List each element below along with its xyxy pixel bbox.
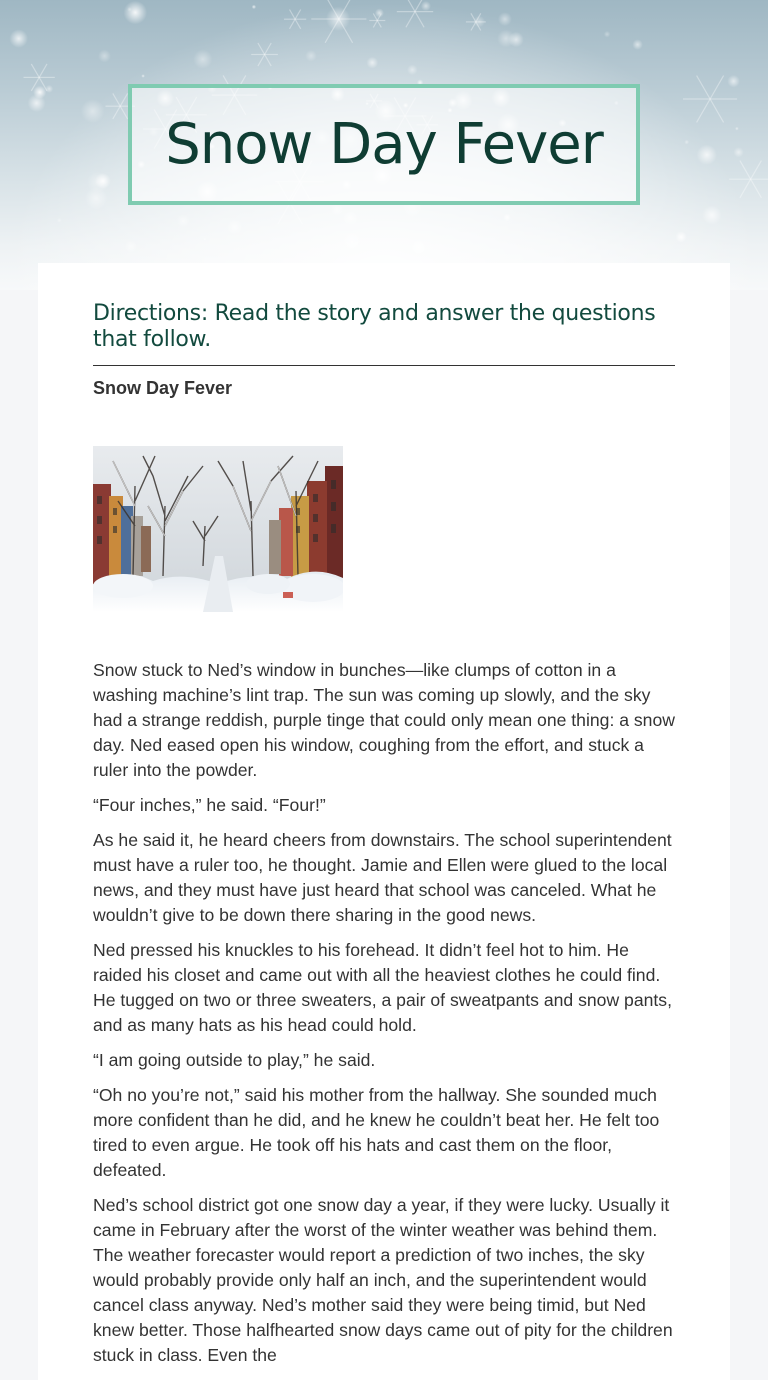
directions-heading: Directions: Read the story and answer the questions that follow.	[93, 301, 656, 352]
snow-header-background	[0, 0, 768, 290]
story-paragraph: “I am going outside to play,” he said.	[93, 1050, 376, 1070]
story-paragraph: Snow stuck to Ned’s window in bunches—like clumps of cotton in a washing machine’s lint trap. The sun was coming up slowly, and the sky had a strange reddish, purple tinge that could only mean one thing: a snow day. Ned eased open his window, coughing from the effort, and stuck a ruler into the powder.	[93, 660, 675, 780]
page-title: Snow Day Fever	[165, 112, 603, 177]
story-paragraph: “Oh no you’re not,” said his mother from the hallway. She sounded much more confident than he did, and he knew he couldn’t beat her. He felt too tired to even argue. He took off his hats and cast them on the floor, defeated.	[93, 1085, 660, 1180]
story-title: Snow Day Fever	[93, 378, 233, 398]
title-frame	[128, 84, 640, 205]
story-paragraph: Ned pressed his knuckles to his forehead. It didn’t feel hot to him. He raided his closet and came out with all the heaviest clothes he could find. He tugged on two or three sweaters, a pair of sweatpants and snow pants, and as many hats as his head could hold.	[93, 940, 672, 1035]
story-body	[93, 658, 675, 1368]
snowy-street-photo	[93, 446, 343, 612]
worksheet-content	[93, 301, 675, 1378]
story-paragraph: As he said it, he heard cheers from downstairs. The school superintendent must have a ruler too, he thought. Jamie and Ellen were glued to the local news, and they must have just heard that school was canceled. What he wouldn’t give to be down there sharing in the good news.	[93, 830, 672, 925]
divider	[93, 365, 675, 366]
story-paragraph: Ned’s school district got one snow day a year, if they were lucky. Usually it came in February after the worst of the winter weather was behind them. The weather forecaster would report a prediction of two inches, the sky would probably provide only half an inch, and the superintendent would cancel class anyway. Ned’s mother said they were being timid, but Ned knew better. Those halfhearted snow days came out of pity for the children stuck in class. Even the	[93, 1195, 673, 1365]
story-paragraph: “Four inches,” he said. “Four!”	[93, 795, 326, 815]
